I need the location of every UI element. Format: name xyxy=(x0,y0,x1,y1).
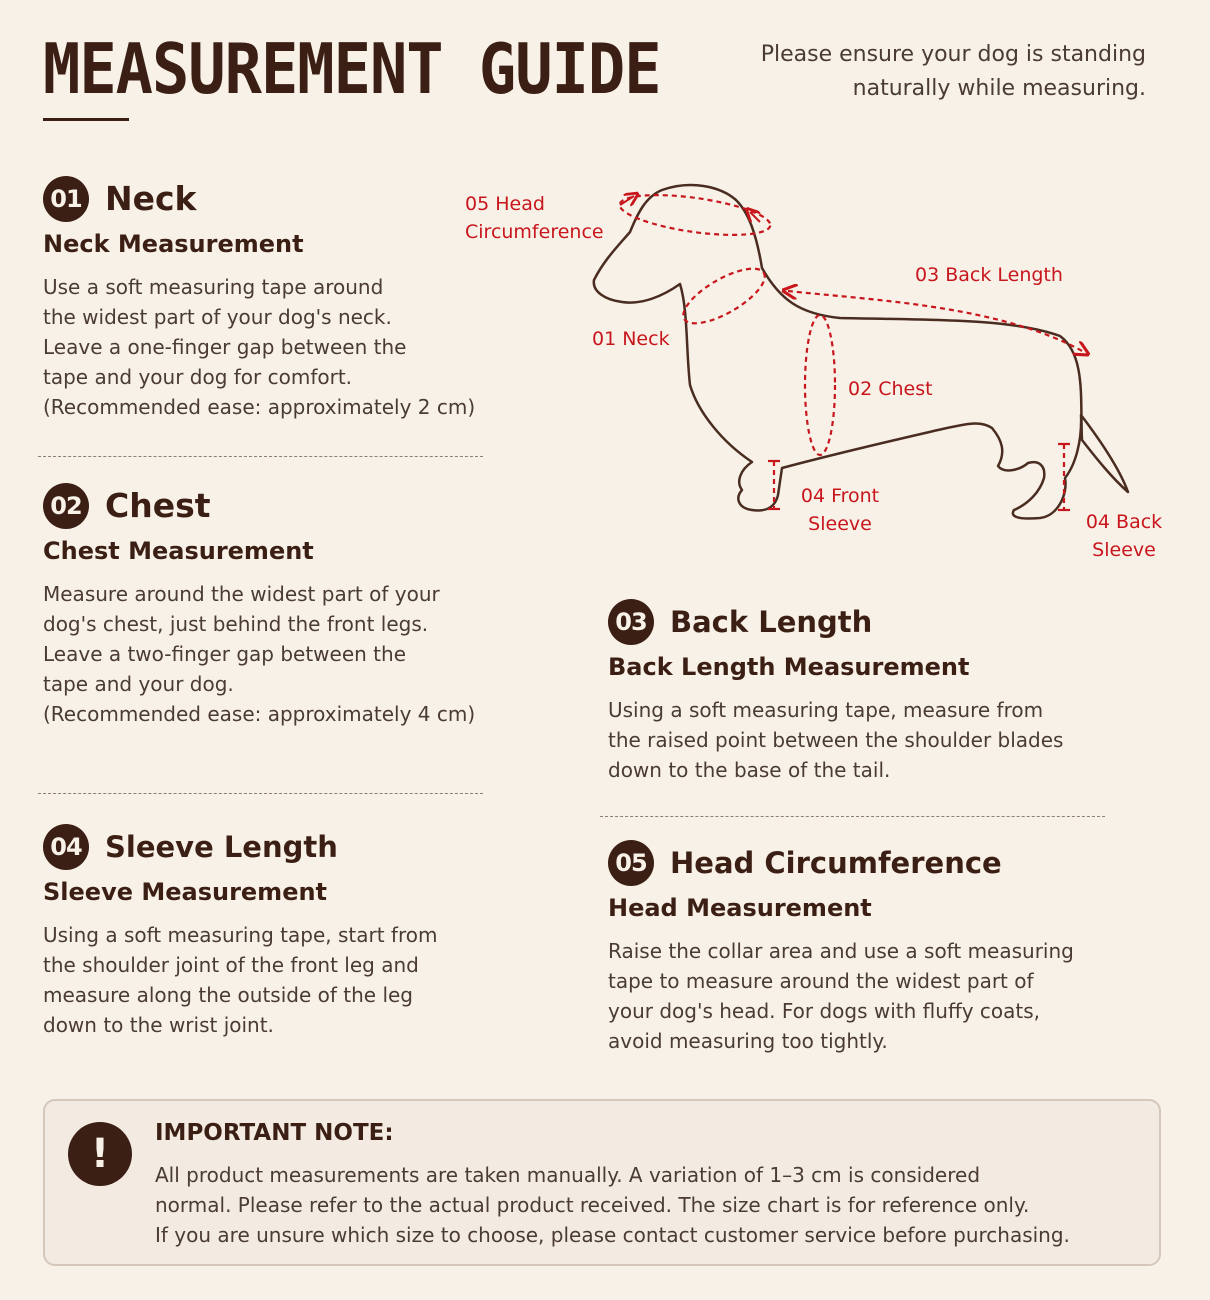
dog-outline xyxy=(594,185,1128,518)
back-length-label: 03 Back Length xyxy=(915,264,1063,286)
divider xyxy=(600,816,1105,817)
section-chest xyxy=(43,483,483,729)
section-title: Head Circumference xyxy=(670,846,1002,880)
section-body: Measure around the widest part of your dog's chest, just behind the front legs. Leave a two-finger gap between the tape and your dog. (Recommended ease: approximately 4 cm) xyxy=(43,582,476,726)
page-title: MEASUREMENT GUIDE xyxy=(43,28,661,110)
section-title: Back Length xyxy=(670,605,873,639)
section-back-length xyxy=(608,599,1128,785)
front-sleeve-label: 04 Front Sleeve xyxy=(800,485,880,535)
section-title: Chest xyxy=(105,486,211,525)
section-number-badge: 04 xyxy=(43,824,89,870)
section-subtitle: Back Length Measurement xyxy=(608,653,970,681)
neck-label: 01 Neck xyxy=(592,328,670,350)
section-subtitle: Neck Measurement xyxy=(43,230,304,258)
section-subtitle: Chest Measurement xyxy=(43,537,314,565)
section-head-circumference xyxy=(608,840,1148,1056)
exclamation-icon: ! xyxy=(68,1122,132,1186)
section-body: Using a soft measuring tape, start from the shoulder joint of the front leg and measure along the outside of the leg down to the wrist joint. xyxy=(43,923,438,1037)
section-sleeve-length xyxy=(43,824,483,1040)
section-number-badge: 05 xyxy=(608,840,654,886)
front-sleeve-marker xyxy=(768,461,780,509)
section-number-badge: 02 xyxy=(43,483,89,529)
section-number-badge: 03 xyxy=(608,599,654,645)
divider xyxy=(38,793,483,794)
section-subtitle: Head Measurement xyxy=(608,894,872,922)
back-sleeve-marker xyxy=(1058,444,1070,510)
section-body: Use a soft measuring tape around the widest part of your dog's neck. Leave a one-finger gap between the tape and your dog for comfort. (Recommended ease: approximately 2 cm) xyxy=(43,275,476,419)
section-subtitle: Sleeve Measurement xyxy=(43,878,328,906)
section-body: Using a soft measuring tape, measure from the raised point between the shoulder blades down to the base of the tail. xyxy=(608,698,1064,782)
section-number-badge: 01 xyxy=(43,176,89,222)
title-underline xyxy=(43,118,129,121)
section-body: Raise the collar area and use a soft measuring tape to measure around the widest part of your dog's head. For dogs with fluffy coats, avoid measuring too tightly. xyxy=(608,939,1074,1053)
chest-label: 02 Chest xyxy=(848,378,933,400)
section-title: Neck xyxy=(105,179,197,218)
back-sleeve-label: 04 Back Sleeve xyxy=(1085,511,1163,561)
section-neck xyxy=(43,176,483,422)
important-note-title: IMPORTANT NOTE: xyxy=(155,1120,394,1146)
chest-measure-ellipse xyxy=(805,315,835,455)
section-title: Sleeve Length xyxy=(105,830,338,864)
important-note-body: All product measurements are taken manually. A variation of 1–3 cm is considered normal. Please refer to the actual product received. The size chart is for reference only. If you are unsure which size to choose, please contact customer service before purchasing. xyxy=(155,1163,1070,1247)
head-circumference-label: 05 Head Circumference xyxy=(465,193,604,243)
head-measure-ellipse xyxy=(617,188,772,243)
divider xyxy=(38,456,483,457)
intro-text: Please ensure your dog is standing naturally while measuring. xyxy=(760,42,1146,101)
neck-measure-ellipse xyxy=(676,258,773,333)
